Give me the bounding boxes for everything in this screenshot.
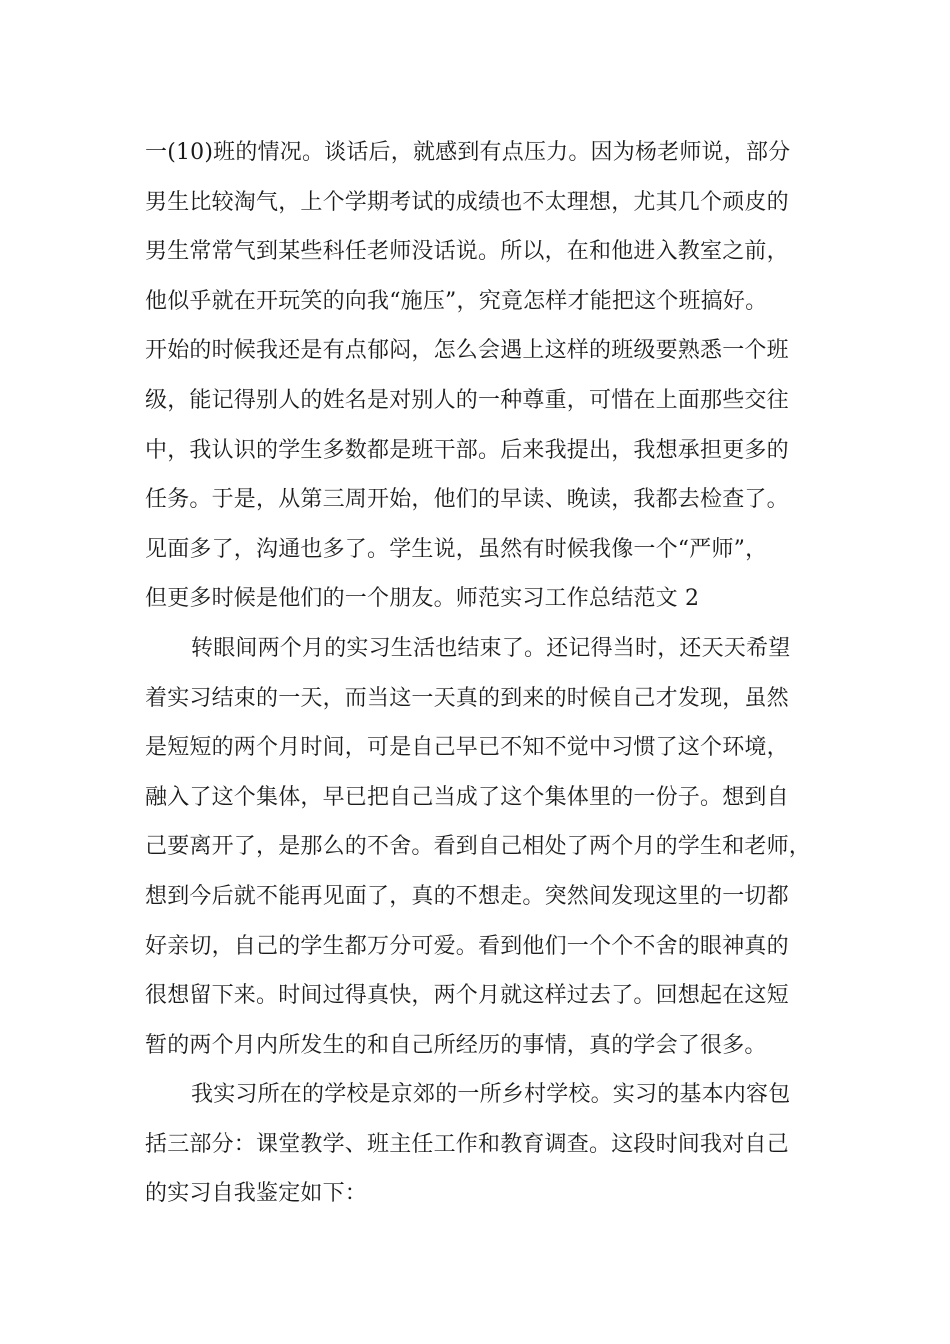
- text-line: 男生常常气到某些科任老师没话说。所以，在和他进入教室之前，: [145, 239, 789, 265]
- text-line: 融入了这个集体，早已把自己当成了这个集体里的一份子。想到自: [145, 784, 789, 810]
- text-line: 着实习结束的一天，而当这一天真的到来的时候自己才发现，虽然: [145, 685, 789, 711]
- text-line: 级，能记得别人的姓名是对别人的一种尊重，可惜在上面那些交往: [145, 387, 789, 413]
- text-line: 很想留下来。时间过得真快，两个月就这样过去了。回想起在这短: [145, 983, 789, 1009]
- document-body: [145, 128, 815, 1219]
- text-line: 括三部分：课堂教学、班主任工作和教育调查。这段时间我对自己: [145, 1131, 789, 1157]
- text-line: 己要离开了，是那么的不舍。看到自己相处了两个月的学生和老师，: [145, 834, 812, 860]
- paragraph-1: [145, 128, 815, 624]
- text-line: 一(10)班的情况。谈话后，就感到有点压力。因为杨老师说，部分: [145, 140, 791, 165]
- text-line: 他似乎就在开玩笑的向我“施压”，究竟怎样才能把这个班搞好。: [145, 288, 768, 314]
- text-line: 好亲切，自己的学生都万分可爱。看到他们一个个不舍的眼神真的: [145, 933, 789, 959]
- text-line: 见面多了，沟通也多了。学生说，虽然有时候我像一个“严师”，: [145, 536, 768, 562]
- text-line: 想到今后就不能再见面了，真的不想走。突然间发现这里的一切都: [145, 883, 789, 909]
- text-line: 但更多时候是他们的一个朋友。师范实习工作总结范文 2: [145, 586, 700, 612]
- text-line-indented: 我实习所在的学校是京郊的一所乡村学校。实习的基本内容包: [191, 1082, 791, 1108]
- text-line-indented: 转眼间两个月的实习生活也结束了。还记得当时，还天天希望: [191, 635, 791, 661]
- text-line: 的实习自我鉴定如下：: [145, 1181, 368, 1207]
- paragraph-3: [145, 1070, 815, 1219]
- text-line: 是短短的两个月时间，可是自己早已不知不觉中习惯了这个环境，: [145, 735, 789, 761]
- text-line: 开始的时候我还是有点郁闷，怎么会遇上这样的班级要熟悉一个班: [145, 338, 789, 364]
- paragraph-2: [145, 624, 815, 1070]
- text-line: 暂的两个月内所发生的和自己所经历的事情，真的学会了很多。: [145, 1032, 767, 1058]
- text-line: 中，我认识的学生多数都是班干部。后来我提出，我想承担更多的: [145, 437, 789, 463]
- text-line: 男生比较淘气，上个学期考试的成绩也不太理想，尤其几个顽皮的: [145, 189, 789, 215]
- text-line: 任务。于是，从第三周开始，他们的早读、晚读，我都去检查了。: [145, 487, 789, 513]
